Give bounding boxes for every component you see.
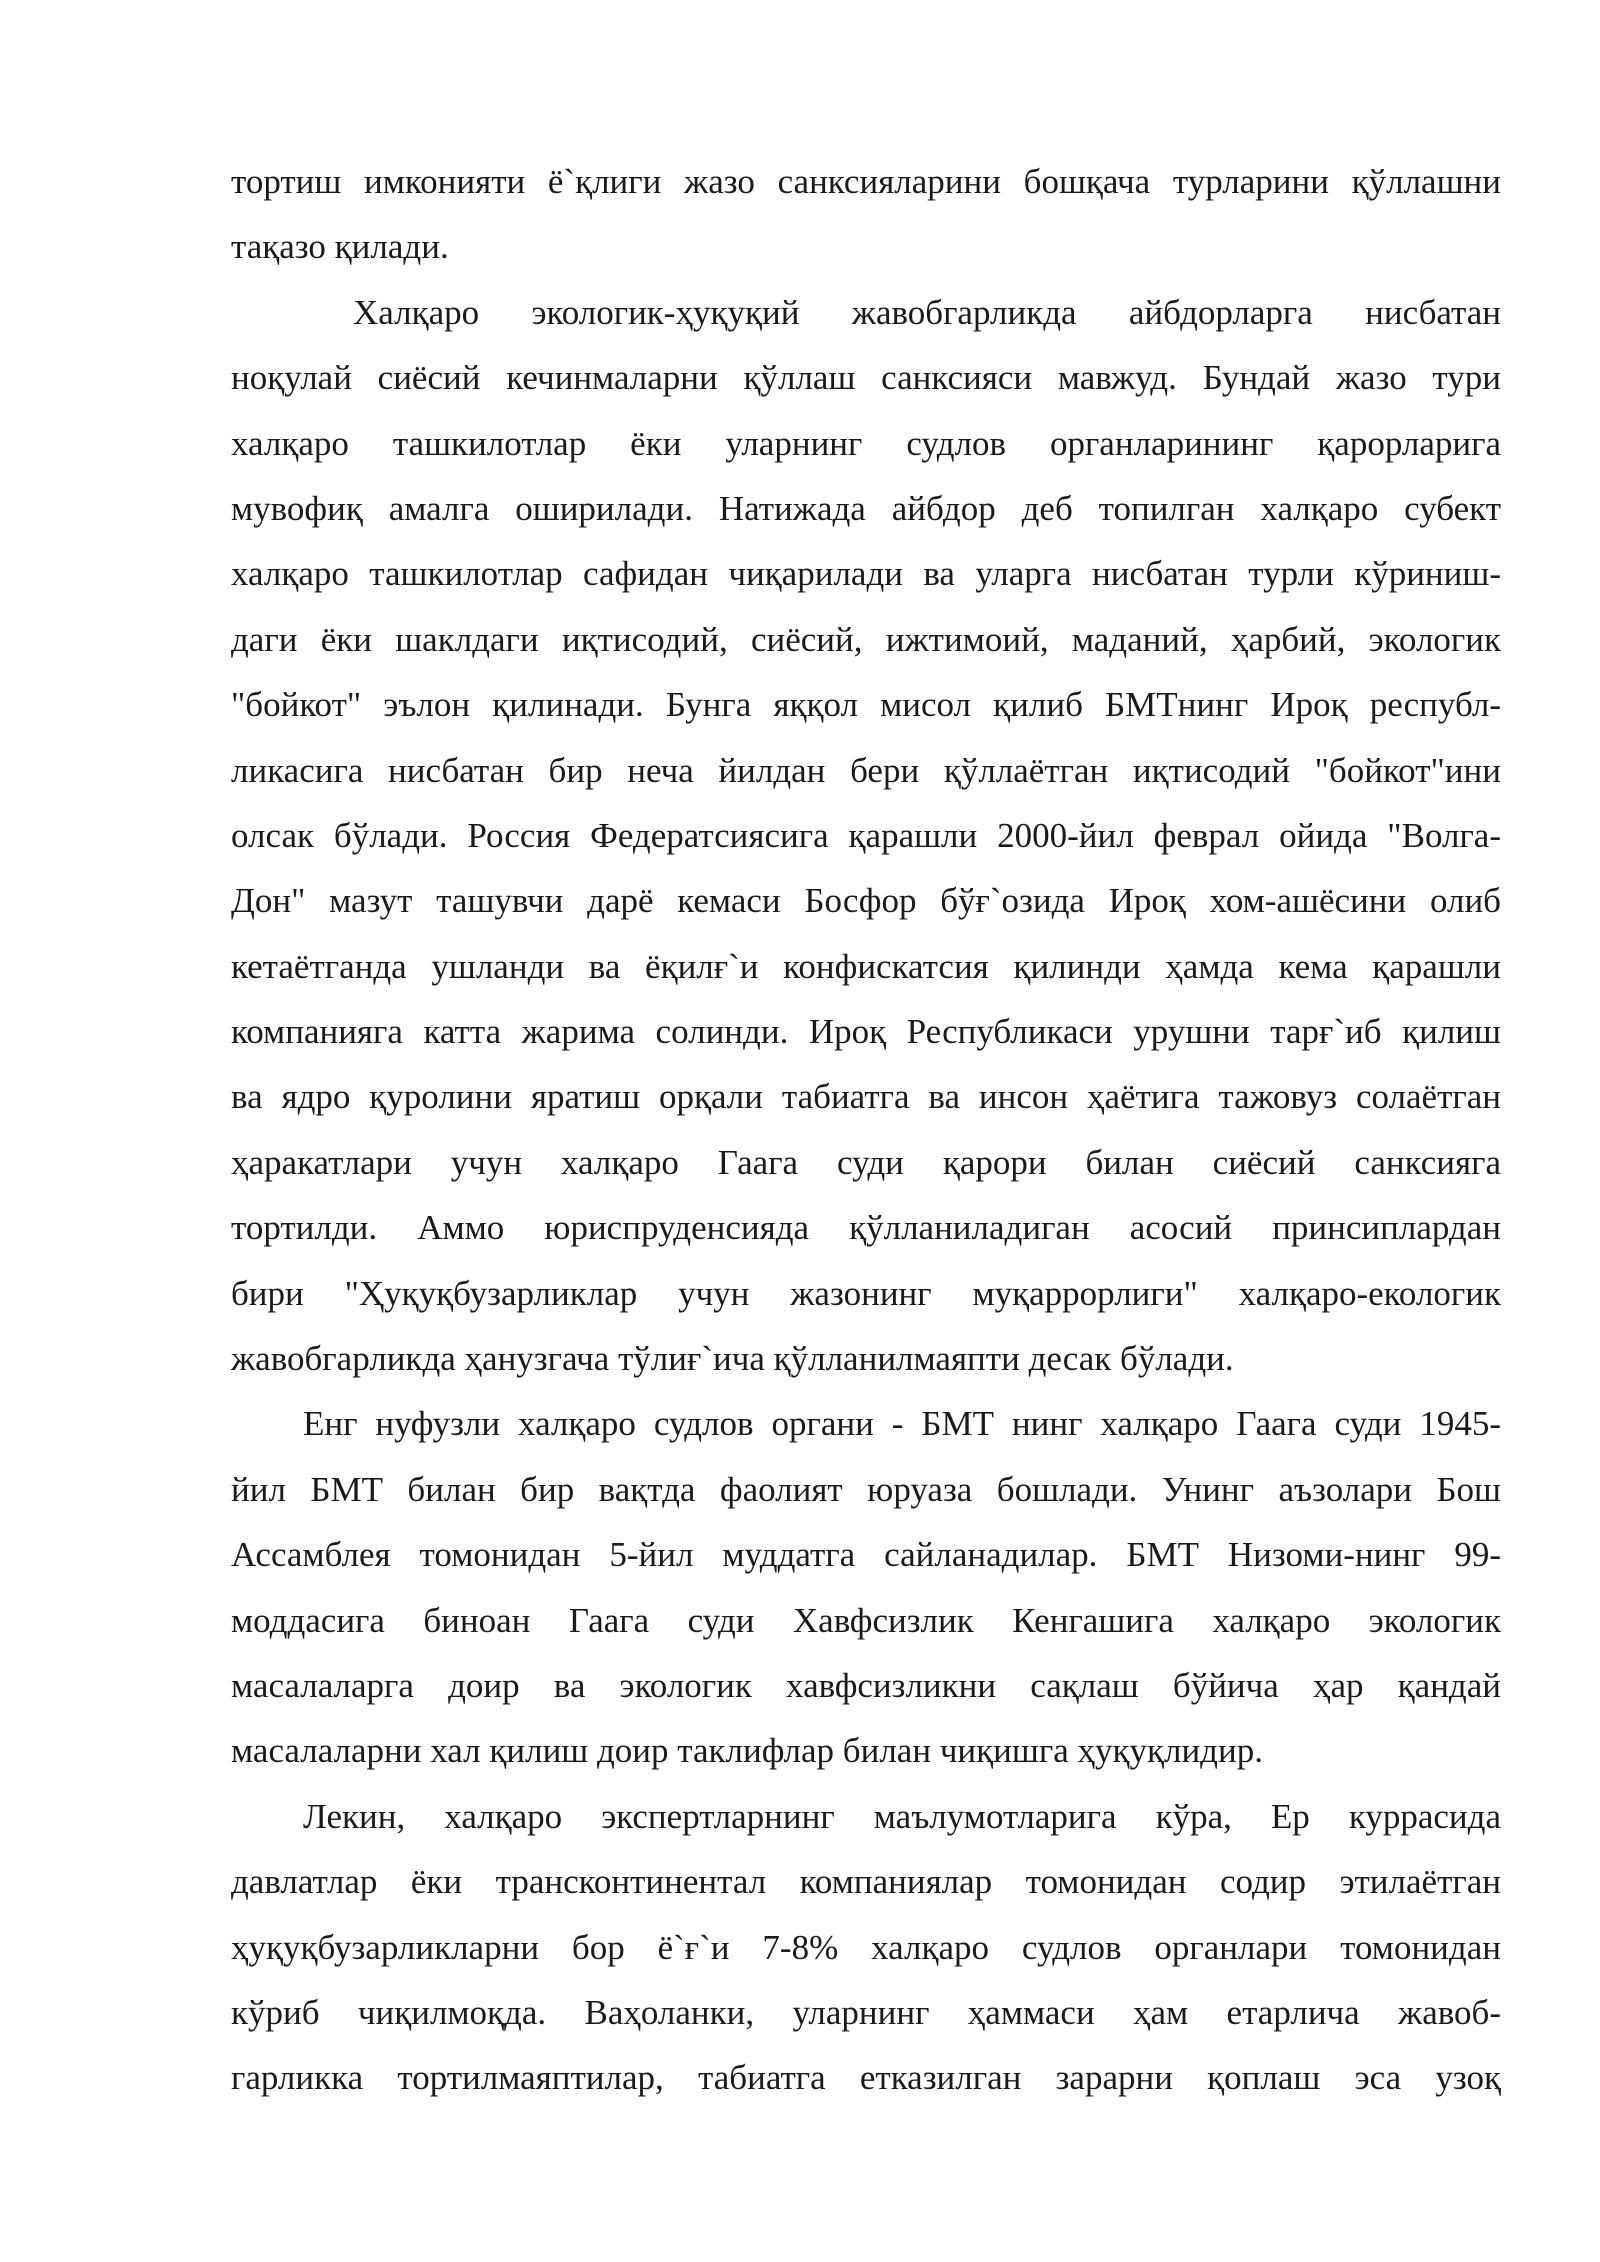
text-line: гарликка тортилмаяптилар, табиатга етказилган зарарни қоплаш эса узоқ — [231, 2058, 1501, 2098]
document-body — [231, 149, 1501, 2111]
text-line: Енг нуфузли халқаро судлов органи - БМТ нинг халқаро Гаага суди 1945- — [303, 1404, 1501, 1444]
text-line: кўриб чиқилмоқда. Ваҳоланки, уларнинг ҳаммаси ҳам етарлича жавоб- — [231, 1992, 1501, 2032]
text-line: мувофиқ амалга оширилади. Натижада айбдор деб топилган халқаро субект — [231, 488, 1501, 528]
paragraph — [231, 1391, 1501, 1783]
text-line: Ассамблея томонидан 5-йил муддатга сайланадилар. БМТ Низоми-нинг 99- — [231, 1535, 1501, 1575]
text-line: олсак бўлади. Россия Федератсиясига қарашли 2000-йил феврал ойида "Волга- — [231, 815, 1501, 855]
text-line: Лекин, халқаро экспертларнинг маълумотларига кўра, Ер куррасида — [303, 1796, 1501, 1836]
text-line: "бойкот" эълон қилинади. Бунга яққол мисол қилиб БМТнинг Ироқ республ- — [231, 685, 1501, 725]
text-line: Дон" мазут ташувчи дарё кемаси Босфор бўғ`озида Ироқ хом-ашёсини олиб — [231, 881, 1501, 921]
text-line: даги ёки шаклдаги иқтисодий, сиёсий, ижтимоий, маданий, ҳарбий, экологик — [231, 619, 1501, 659]
paragraph — [231, 280, 1501, 1392]
text-line: кетаётганда ушланди ва ёқилғ`и конфискатсия қилинди ҳамда кема қарашли — [231, 946, 1501, 986]
text-line: ва ядро қуролини яратиш орқали табиатга ва инсон ҳаётига тажовуз солаётган — [231, 1077, 1501, 1117]
text-line: тақазо қилади. — [231, 227, 449, 267]
text-line: ликасига нисбатан бир неча йилдан бери қўллаётган иқтисодий "бойкот"ини — [231, 750, 1501, 790]
text-line: Халқаро экологик-ҳуқуқий жавобгарликда айбдорларга нисбатан — [353, 292, 1501, 332]
text-line: ҳуқуқбузарликларни бор ё`ғ`и 7-8% халқаро судлов органлари томонидан — [231, 1927, 1501, 1967]
text-line: тортиш имконияти ё`қлиги жазо санксияларини бошқача турларини қўллашни — [231, 162, 1501, 201]
text-line: компанияга катта жарима солинди. Ироқ Республикаси урушни тарғ`иб қилиш — [231, 1012, 1501, 1052]
text-line: давлатлар ёки трансконтинентал компаниялар томонидан содир этилаётган — [231, 1862, 1501, 1902]
text-line: йил БМТ билан бир вақтда фаолият юруаза бошлади. Унинг аъзолари Бош — [231, 1469, 1501, 1509]
paragraph — [231, 1784, 1501, 2111]
text-line: жавобгарликда ҳанузгача тўлиғ`ича қўлланилмаяпти десак бўлади. — [231, 1339, 1234, 1379]
text-line: халқаро ташкилотлар ёки уларнинг судлов органларининг қарорларига — [231, 423, 1501, 463]
text-line: халқаро ташкилотлар сафидан чиқарилади ва уларга нисбатан турли кўриниш- — [231, 554, 1501, 594]
text-line: бири "Ҳуқуқбузарликлар учун жазонинг муқаррорлиги" халқаро-екологик — [231, 1273, 1501, 1313]
text-line: ноқулай сиёсий кечинмаларни қўллаш санксияси мавжуд. Бундай жазо тури — [231, 358, 1501, 398]
text-line: тортилди. Аммо юриспруденсияда қўлланиладиган асосий принсиплардан — [231, 1208, 1501, 1248]
text-line: масалаларга доир ва экологик хавфсизликни сақлаш бўйича ҳар қандай — [231, 1665, 1501, 1705]
text-line: моддасига биноан Гаага суди Хавфсизлик Кенгашига халқаро экологик — [231, 1600, 1501, 1640]
paragraph — [231, 149, 1501, 280]
text-line: ҳаракатлари учун халқаро Гаага суди қарори билан сиёсий санксияга — [231, 1142, 1501, 1182]
text-line: масалаларни хал қилиш доир таклифлар билан чиқишга ҳуқуқлидир. — [231, 1731, 1263, 1771]
